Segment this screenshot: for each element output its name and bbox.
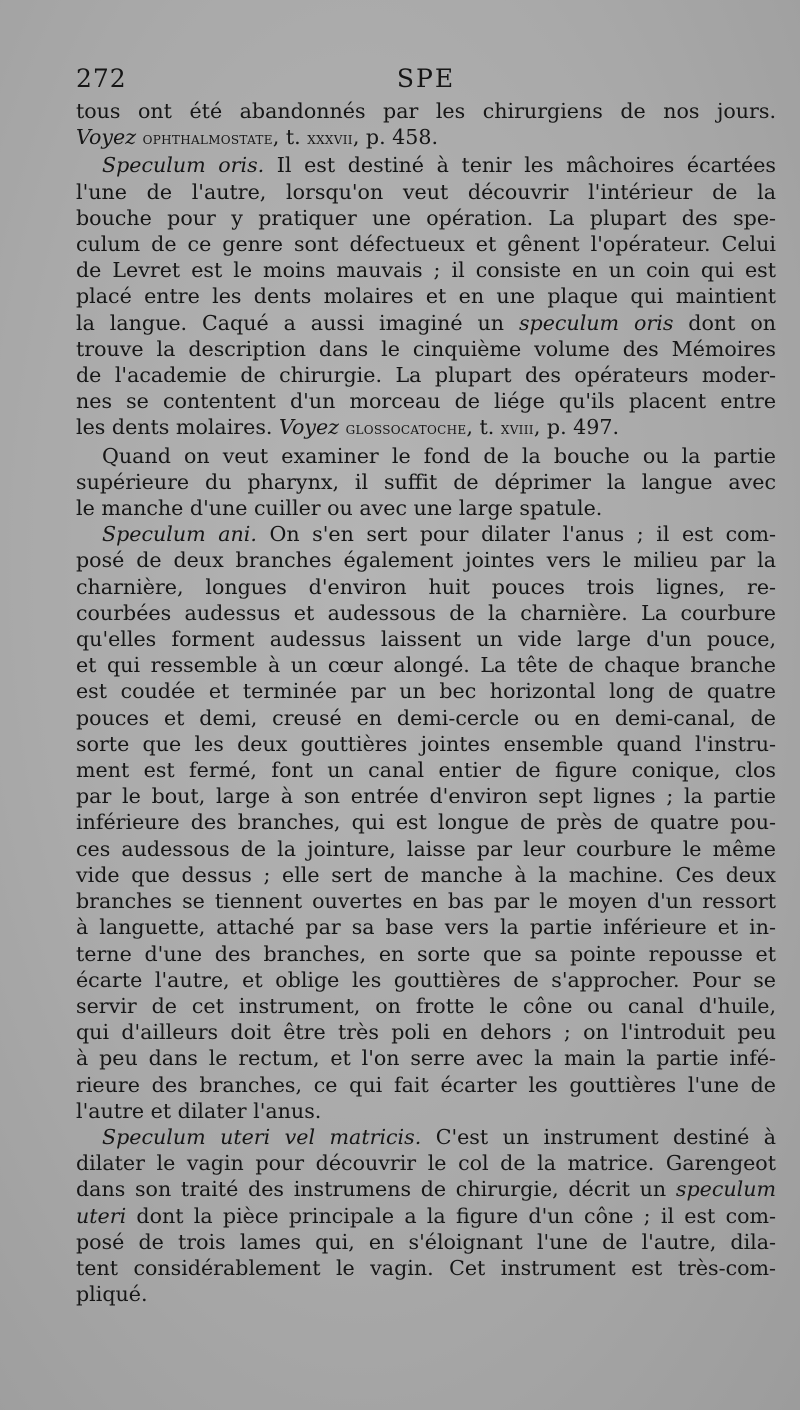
text-line <box>76 179 776 205</box>
italic-text: uteri <box>76 1203 127 1228</box>
italic-text: Speculum oris. <box>102 153 265 178</box>
text-line <box>76 414 776 442</box>
text-run: pliqué. <box>76 1282 148 1307</box>
text-run: inférieure des branches, qui est longue de près de quatre pou- <box>76 810 776 835</box>
text-line <box>76 967 776 993</box>
italic-text: Speculum uteri vel matricis. <box>102 1124 422 1149</box>
text-run: rieure des branches, ce qui fait écarter les gouttières l'une de <box>76 1072 776 1097</box>
text-run: , t. <box>466 415 501 440</box>
text-run: , p. 458. <box>352 125 439 150</box>
text-run: dont la pièce principale a la figure d'un cône ; il est com- <box>126 1203 776 1228</box>
italic-text: Speculum ani. <box>102 522 257 547</box>
small-caps-text: glossocatoche <box>345 419 467 440</box>
text-line <box>76 941 776 967</box>
italic-text: speculum oris <box>518 310 674 335</box>
text-line <box>76 283 776 309</box>
text-run: de l'academie de chirurgie. La plupart des opérateurs moder- <box>76 363 776 388</box>
text-line <box>76 124 776 152</box>
text-run: la langue. Caqué a aussi imaginé un <box>76 310 519 335</box>
text-run: qui d'ailleurs doit être très poli en dehors ; on l'introduit peu <box>76 1020 776 1045</box>
text-run: nes se contentent d'un morceau de liége qu'ils placent entre <box>76 389 776 414</box>
text-line <box>76 626 776 652</box>
text-line <box>76 705 776 731</box>
text-line <box>76 1072 776 1098</box>
body-text <box>76 98 776 1307</box>
text-line <box>76 652 776 678</box>
text-line <box>76 993 776 1019</box>
text-run: , t. <box>272 125 308 150</box>
small-caps-text: xviii <box>500 419 534 440</box>
text-run: à languette, attaché par sa base vers la partie inférieure et in- <box>76 915 776 940</box>
text-run: On s'en sert pour dilater l'anus ; il est com- <box>256 522 776 547</box>
text-line <box>76 1124 776 1150</box>
paragraph-speculum-ani <box>76 521 776 1124</box>
text-line <box>76 469 776 495</box>
text-run: terne d'une des branches, en sorte que sa pointe repousse et <box>76 941 776 966</box>
text-run: et qui ressemble à un cœur alongé. La tête de chaque branche <box>76 653 776 678</box>
paragraph-speculum-uteri <box>76 1124 776 1307</box>
text-run: courbées audessus et audessous de la charnière. La courbure <box>76 600 776 625</box>
paragraph-continuation <box>76 98 776 152</box>
text-run: dont on <box>673 310 777 335</box>
text-run: vide que dessus ; elle sert de manche à la machine. Ces deux <box>76 862 776 887</box>
text-line <box>76 257 776 283</box>
text-run: supérieure du pharynx, il suffit de déprimer la langue avec <box>76 469 776 494</box>
text-run: Quand on veut examiner le fond de la bouche ou la partie <box>102 443 776 468</box>
small-caps-text: xxxvii <box>307 129 353 150</box>
text-line <box>76 336 776 362</box>
text-line <box>76 757 776 783</box>
text-line <box>76 1281 776 1307</box>
page-header <box>76 64 776 98</box>
text-line <box>76 836 776 862</box>
text-run: ces audessous de la jointure, laisse par leur courbure le même <box>76 836 776 861</box>
text-run: posé de deux branches également jointes vers le milieu par la <box>76 548 776 573</box>
text-run: branches se tiennent ouvertes en bas par le moyen d'un ressort <box>76 889 776 914</box>
paragraph-speculum-oris <box>76 152 776 442</box>
text-run: bouche pour y pratiquer une opération. La plupart des spe- <box>76 205 776 230</box>
text-run: par le bout, large à son entrée d'environ sept lignes ; la partie <box>76 784 776 809</box>
text-line <box>76 888 776 914</box>
running-head: SPE <box>396 64 456 93</box>
text-line <box>76 1255 776 1281</box>
text-run: servir de cet instrument, on frotte le cône ou canal d'huile, <box>76 993 776 1018</box>
text-run: est coudée et terminée par un bec horizontal long de quatre <box>76 679 776 704</box>
text-run: dans son traité des instrumens de chirurgie, décrit un <box>76 1177 676 1202</box>
text-line <box>76 574 776 600</box>
text-run: charnière, longues d'environ huit pouces trois lignes, re- <box>76 574 776 599</box>
text-run: l'autre et dilater l'anus. <box>76 1098 322 1123</box>
text-run: l'une de l'autre, lorsqu'on veut découvrir l'intérieur de la <box>76 179 776 204</box>
text-line <box>76 495 776 521</box>
text-run: à peu dans le rectum, et l'on serre avec la main la partie infé- <box>76 1046 776 1071</box>
text-line <box>76 1098 776 1124</box>
text-run: tent considérablement le vagin. Cet instrument est très-com- <box>76 1255 776 1280</box>
text-run: sorte que les deux gouttières jointes ensemble quand l'instru- <box>76 731 776 756</box>
text-line <box>76 1176 776 1202</box>
text-line <box>76 362 776 388</box>
text-run: tous ont été abandonnés par les chirurgiens de nos jours. <box>76 99 776 123</box>
italic-text: Voyez <box>76 125 137 150</box>
text-line <box>76 914 776 940</box>
text-line <box>76 547 776 573</box>
text-run: C'est un instrument destiné à <box>421 1124 776 1149</box>
text-run: placé entre les dents molaires et en une plaque qui maintient <box>76 284 776 309</box>
text-line <box>76 98 776 124</box>
text-line <box>76 231 776 257</box>
text-line <box>76 809 776 835</box>
text-line <box>76 1150 776 1176</box>
text-line <box>76 521 776 547</box>
text-line <box>76 1229 776 1255</box>
paragraph-fond-de-la-bouche <box>76 443 776 522</box>
text-run: posé de trois lames qui, en s'éloignant l'une de l'autre, dila- <box>76 1229 776 1254</box>
text-line <box>76 731 776 757</box>
text-line <box>76 205 776 231</box>
text-run: le manche d'une cuiller ou avec une large spatule. <box>76 496 603 521</box>
italic-text: Voyez <box>278 415 340 440</box>
text-line <box>76 1045 776 1071</box>
page-number: 272 <box>76 64 127 93</box>
text-run: de Levret est le moins mauvais ; il consiste en un coin qui est <box>76 258 776 283</box>
text-run: Il est destiné à tenir les mâchoires écartées <box>264 153 776 178</box>
text-line <box>76 1019 776 1045</box>
text-run: , p. 497. <box>533 415 620 440</box>
text-line <box>76 1203 776 1229</box>
text-run: ment est fermé, font un canal entier de figure conique, clos <box>76 758 776 783</box>
text-line <box>76 443 776 469</box>
text-line <box>76 388 776 414</box>
text-line <box>76 600 776 626</box>
small-caps-text: ophthalmostate <box>142 129 273 150</box>
text-run: culum de ce genre sont défectueux et gênent l'opérateur. Celui <box>76 232 776 257</box>
text-line <box>76 678 776 704</box>
text-run: écarte l'autre, et oblige les gouttières de s'approcher. Pour se <box>76 967 776 992</box>
text-line <box>76 152 776 178</box>
italic-text: speculum <box>675 1177 776 1202</box>
text-line <box>76 783 776 809</box>
text-run: trouve la description dans le cinquième volume des Mémoires <box>76 336 776 361</box>
text-run: qu'elles forment audessus laissent un vide large d'un pouce, <box>76 627 776 652</box>
text-run: pouces et demi, creusé en demi-cercle ou en demi-canal, de <box>76 705 776 730</box>
text-line <box>76 862 776 888</box>
text-run: dilater le vagin pour découvrir le col de la matrice. Garengeot <box>76 1151 776 1176</box>
text-line <box>76 310 776 336</box>
text-run: les dents molaires. <box>76 415 279 440</box>
